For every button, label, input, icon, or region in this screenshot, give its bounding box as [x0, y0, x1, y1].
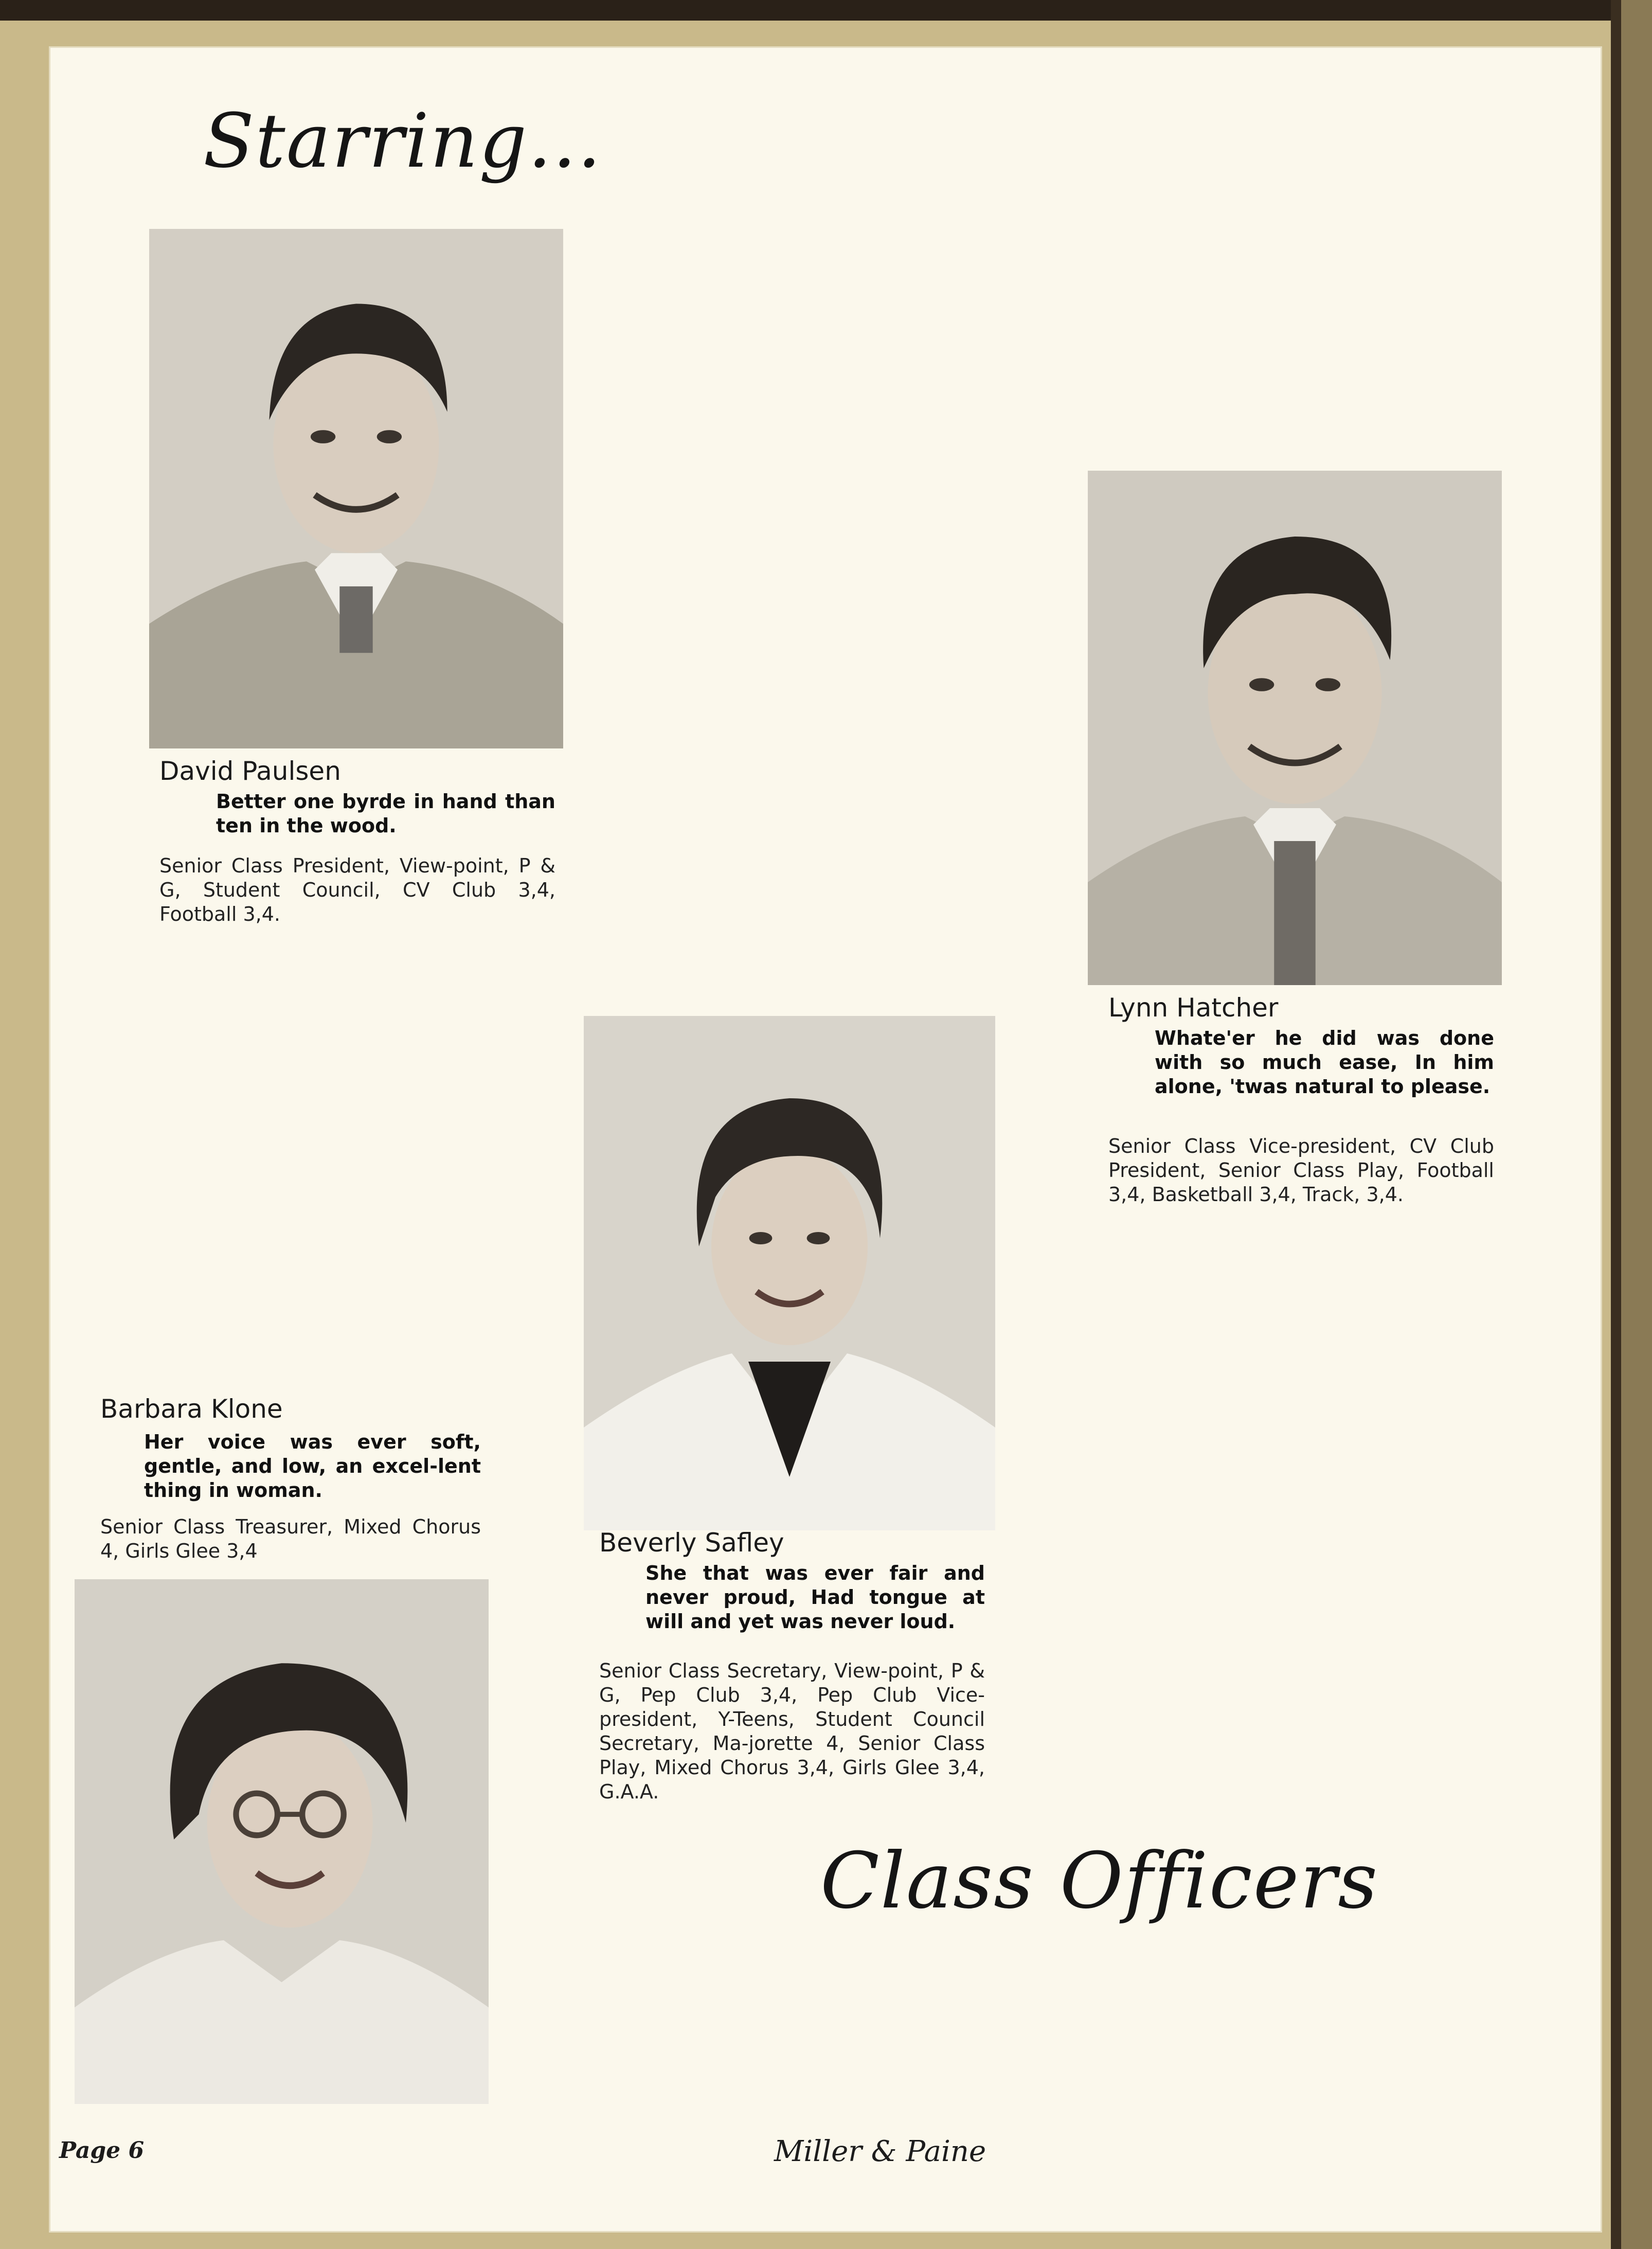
- page-number: Page 6: [59, 2137, 145, 2164]
- yearbook-page: [49, 46, 1602, 2233]
- book-binding-edge: [1611, 0, 1652, 2249]
- book-edge-top: [0, 0, 1652, 21]
- quote-beverly-safley: She that was ever fair and never proud, Had tongue at will and yet was never loud.: [645, 1562, 985, 1633]
- activities-beverly-safley: Senior Class Secretary, View-point, P & G, Pep Club 3,4, Pep Club Vice-president, Y-Teens, Student Council Secretary, Ma-jorette 4, Senior Class Play, Mixed Chorus 3,4, Girls Glee 3,4, G.A.A.: [599, 1659, 985, 1803]
- name-lynn-hatcher: Lynn Hatcher: [1108, 993, 1279, 1023]
- page-title: Starring...: [203, 98, 602, 185]
- activities-barbara-klone: Senior Class Treasurer, Mixed Chorus 4, Girls Glee 3,4: [100, 1515, 481, 1562]
- quote-barbara-klone: Her voice was ever soft, gentle, and low, an excel-lent thing in woman.: [144, 1431, 481, 1502]
- portrait-photo-david-paulsen: [149, 229, 563, 748]
- name-beverly-safley: Beverly Safley: [599, 1528, 784, 1558]
- activities-lynn-hatcher: Senior Class Vice-president, CV Club President, Senior Class Play, Football 3,4, Basketball 3,4, Track, 3,4.: [1108, 1135, 1494, 1206]
- footer-credit: Miller & Paine: [774, 2135, 986, 2168]
- portrait-photo-lynn-hatcher: [1088, 471, 1502, 985]
- name-barbara-klone: Barbara Klone: [100, 1394, 283, 1424]
- quote-david-paulsen: Better one byrde in hand than ten in the wood.: [216, 790, 555, 837]
- section-title-class-officers: Class Officers: [820, 1836, 1379, 1926]
- activities-david-paulsen: Senior Class President, View-point, P & G, Student Council, CV Club 3,4, Football 3,4.: [159, 854, 555, 925]
- portrait-photo-barbara-klone: [75, 1579, 489, 2104]
- name-david-paulsen: David Paulsen: [159, 756, 341, 786]
- quote-lynn-hatcher: Whate'er he did was done with so much ease, In him alone, 'twas natural to please.: [1155, 1027, 1494, 1098]
- portrait-photo-beverly-safley: [584, 1016, 995, 1530]
